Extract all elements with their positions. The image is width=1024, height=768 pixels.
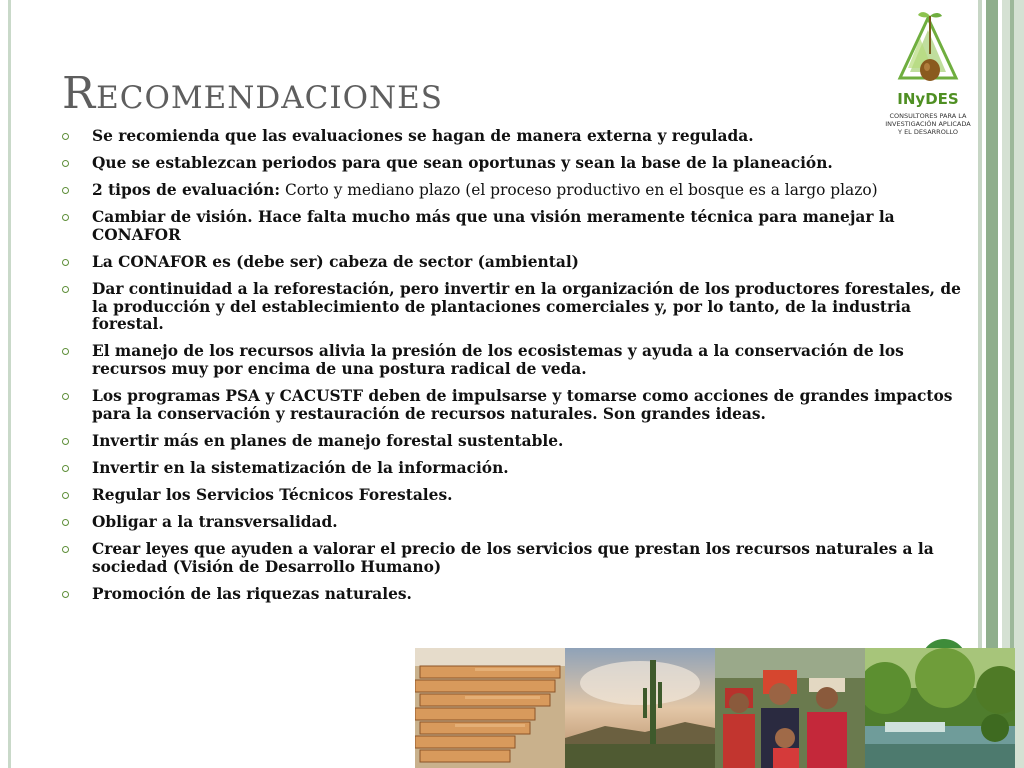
bullet-circle-icon [62, 438, 69, 445]
slide-title: Recomendaciones [62, 68, 444, 119]
indigenous-people-photo [715, 648, 865, 768]
list-item: Se recomienda que las evaluaciones se hagan de manera externa y regulada. [62, 128, 972, 146]
photo-strip [415, 648, 1015, 768]
list-item: La CONAFOR es (debe ser) cabeza de sector (ambiental) [62, 254, 972, 272]
bullet-circle-icon [62, 393, 69, 400]
list-item: Obligar a la transversalidad. [62, 514, 972, 532]
logo-tagline-line: CONSULTORES PARA LA [889, 112, 967, 120]
list-item: Invertir más en planes de manejo forestal sustentable. [62, 433, 972, 451]
river-forest-photo [865, 648, 1015, 768]
list-item-detail: Corto y mediano plazo (el proceso productivo en el bosque es a largo plazo) [280, 181, 878, 200]
bullet-circle-icon [62, 546, 69, 553]
list-item: Cambiar de visión. Hace falta mucho más que una visión meramente técnica para manejar la CONAFOR [62, 209, 972, 244]
list-item [62, 182, 972, 200]
logo-tagline-line: Y EL DESARROLLO [898, 128, 958, 136]
bullet-circle-icon [62, 348, 69, 355]
bullet-circle-icon [62, 591, 69, 598]
recommendation-list [62, 128, 972, 613]
bullet-circle-icon [62, 160, 69, 167]
bullet-circle-icon [62, 519, 69, 526]
bullet-circle-icon [62, 465, 69, 472]
lumber-photo [415, 648, 565, 768]
list-item: Dar continuidad a la reforestación, pero invertir en la organización de los productores forestales, de la producción y del establecimiento de plantaciones comerciales y, por lo tanto, de la industria forestal. [62, 281, 972, 334]
bullet-circle-icon [62, 187, 69, 194]
list-item: Que se establezcan periodos para que sean oportunas y sean la base de la planeación. [62, 155, 972, 173]
bullet-circle-icon [62, 259, 69, 266]
list-item: Promoción de las riquezas naturales. [62, 586, 972, 604]
list-item-lead: 2 tipos de evaluación: [92, 181, 281, 200]
bullet-circle-icon [62, 492, 69, 499]
list-item: El manejo de los recursos alivia la presión de los ecosistemas y ayuda a la conservación de los recursos muy por encima de una postura radical de veda. [62, 343, 972, 378]
left-frame-line [8, 0, 11, 768]
logo-tagline-line: INVESTIGACIÓN APLICADA [885, 120, 971, 128]
bullet-circle-icon [62, 286, 69, 293]
list-item: Crear leyes que ayuden a valorar el precio de los servicios que prestan los recursos naturales a la sociedad (Visión de Desarrollo Humano) [62, 541, 972, 576]
list-item: Invertir en la sistematización de la información. [62, 460, 972, 478]
seedling-triangle-icon [880, 8, 976, 90]
logo-brand: INyDES [897, 90, 959, 108]
bullet-circle-icon [62, 214, 69, 221]
inydes-logo [880, 8, 976, 140]
cactus-landscape-photo [565, 648, 715, 768]
bullet-circle-icon [62, 133, 69, 140]
list-item: Los programas PSA y CACUSTF deben de impulsarse y tomarse como acciones de grandes impactos para la conservación y restauración de recursos naturales. Son grandes ideas. [62, 388, 972, 423]
list-item: Regular los Servicios Técnicos Forestales. [62, 487, 972, 505]
